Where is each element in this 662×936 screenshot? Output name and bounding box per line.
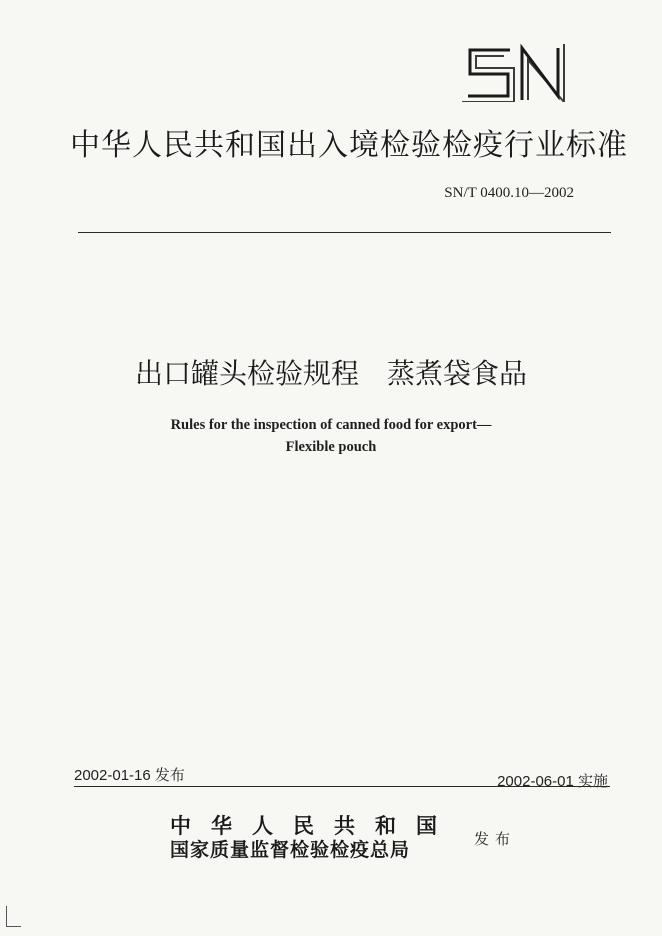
title-main-chinese: 出口罐头检验规程 <box>134 357 359 390</box>
title-english-line2: Flexible pouch <box>285 439 377 455</box>
document-title-english <box>0 414 662 458</box>
sn-logo-icon <box>462 44 572 102</box>
publisher-block <box>170 814 457 862</box>
standard-number: SN/T 0400.10—2002 <box>444 185 574 201</box>
publish-label: 发布 <box>474 830 517 848</box>
sn-logo <box>462 44 572 102</box>
title-sub-chinese: 蒸煮袋食品 <box>387 357 528 390</box>
header-divider <box>78 232 611 233</box>
issue-date: 2002-01-16 发布 <box>74 767 185 784</box>
corner-crop-mark <box>6 906 21 927</box>
implementation-date: 2002-06-01 实施 <box>497 773 608 790</box>
document-title-chinese <box>0 352 662 392</box>
footer-divider <box>74 786 610 787</box>
publisher-line2: 国家质量监督检验检疫总局 <box>170 839 411 861</box>
industry-standard-title: 中华人民共和国出入境检验检疫行业标准 <box>70 128 628 163</box>
publisher-line1: 中华人民共和国 <box>170 813 457 838</box>
title-english-line1: Rules for the inspection of canned food for export— <box>170 417 492 433</box>
